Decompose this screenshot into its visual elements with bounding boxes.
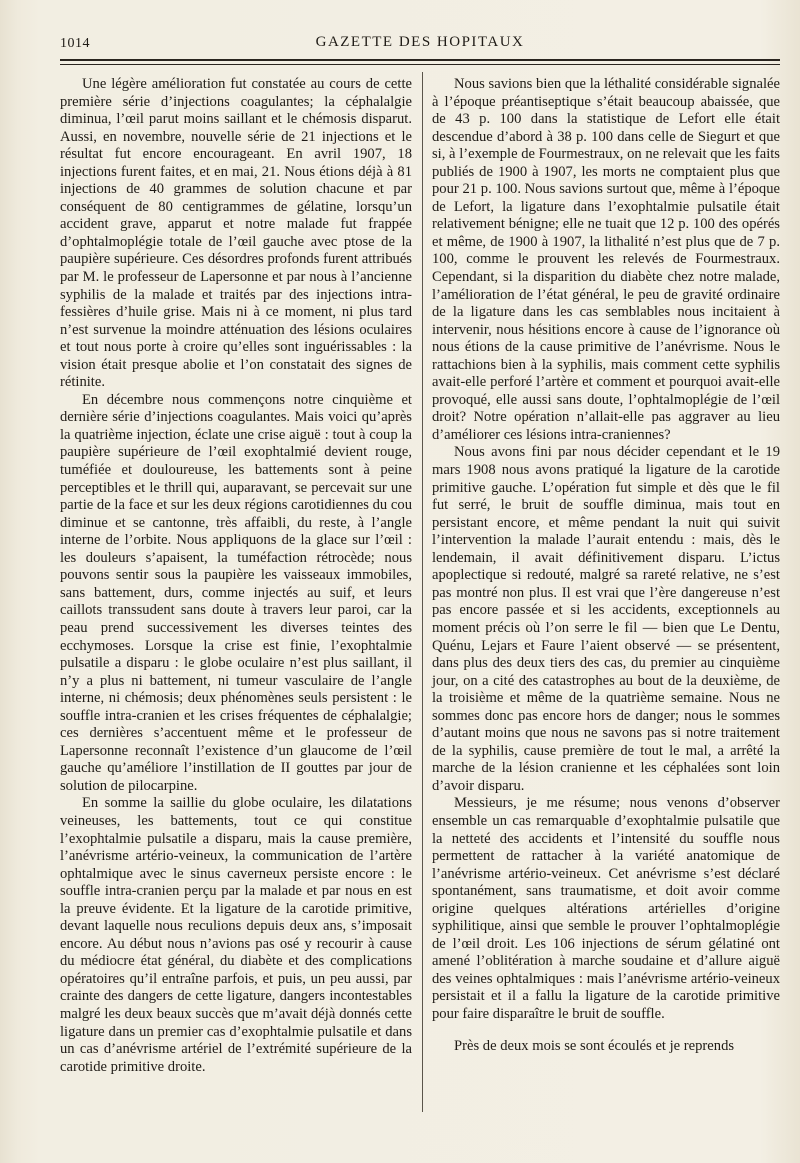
- left-column: [60, 76, 412, 1076]
- right-paragraph-3: Messieurs, je me résume; nous venons d’observer ensemble un cas remarquable d’exophtalmie pulsatile que la netteté des accidents et l’intensité du souffle nous permettent de rattacher à la variété anatomique de l’anévrisme artério-veineux. Cet anévrisme s’est déclaré spontanément, sans traumatisme, et doit avoir comme origine quelques altérations artérielles d’origine syphilitique, ainsi que semble le prouver l’ophtalmoplégie de l’œil droit. Les 106 injections de sérum gélatiné ont amené l’oblitération à marche soudaine et d’allure aiguë des veines ophtalmiques : mais l’anévrisme artério-veineux persistait et il a fallu la ligature de la carotide primitive pour faire disparaître le bruit de souffle.: [432, 795, 780, 1022]
- column-divider: [422, 72, 423, 1112]
- header-rule-thick: [60, 59, 780, 61]
- left-paragraph-1: Une légère amélioration fut constatée au cours de cette première série d’injections coagulantes; la céphalalgie diminua, l’œil parut moins saillant et le chémosis disparut. Aussi, en novembre, nouvelle série de 21 injections et le résultat fut encore encourageant. En avril 1907, 18 injections furent faites, et en mai, 21. Nous étions déjà à 81 injections de 40 grammes de solution chacune et par conséquent de 80 centigrammes de gélatine, lorsqu’un accident grave, apparut et notre malade fut frappée d’ophtalmoplégie totale de l’œil gauche avec ptose de la paupière supérieure. Ces désordres profonds furent attribués par M. le professeur de Lapersonne et par nous à l’ancienne syphilis de la malade et traités par des injections intra-fessières d’huile grise. Mais ni à ce moment, ni plus tard n’est survenue la moindre atténuation des lésions oculaires et tout nous porte à croire qu’elles sont inguérissables : la vision était presque abolie et l’on constatait des signes de rétinite.: [60, 76, 412, 391]
- right-paragraph-2: Nous avons fini par nous décider cependant et le 19 mars 1908 nous avons pratiqué la ligature de la carotide primitive gauche. L’opération fut simple et dès que le fil fut serré, le bruit de souffle diminua, mais tout en persistant encore, et même pendant la nuit qui suivit l’intervention la malade l’aurait entendu : mais, dès le lendemain, il avait définitivement disparu. L’ictus apoplectique si redouté, malgré sa rareté relative, ne s’est pas montré non plus. Il est vrai que l’ère dangereuse n’est pas encore passée et si les accidents, exceptionnels au moment précis où l’on serre le fil — bien que Le Dentu, Quénu, Lejars et Faure l’aient observé — se présentent, dans plus des deux tiers des cas, du premier au cinquième jour, on a cité des catastrophes au bout de la deuxième, de la troisième et même de la quatrième semaine. Nous ne sommes donc pas encore hors de danger; nous le sommes d’autant moins que nous ne savons pas si notre traitement de la syphilis, cause première de tout le mal, a arrêté la marche de la lésion cranienne et les céphalées sont loin d’avoir disparu.: [432, 444, 780, 794]
- header-rule-thin: [60, 64, 780, 65]
- right-paragraph-4: Près de deux mois se sont écoulés et je reprends: [454, 1037, 735, 1054]
- right-column: [432, 76, 780, 1055]
- journal-title: GAZETTE DES HOPITAUX: [315, 34, 525, 50]
- left-paragraph-2: En décembre nous commençons notre cinquième et dernière série d’injections coagulantes. Mais voici qu’après la quatrième injection, éclate une crise aiguë : tout à coup la paupière supérieure de l’œil exophtalmié devient rouge, tuméfiée et douloureuse, les battements sont à peine perceptibles et le thrill qui, auparavant, se percevait sur une partie de la face et sur les deux régions carotidiennes du cou diminue et se cantonne, très affaibli, du reste, à l’angle interne de l’orbite. Nous appliquons de la glace sur l’œil : les douleurs s’apaisent, la tuméfaction rétrocède; nous pouvons sentir sous la paupière les vaisseaux immobiles, sans battement, durs, comme injectés au suif, et leurs caillots transsudent sans doute à travers leur paroi, car la peau prend successivement les diverses teintes des ecchymoses. Lorsque la crise est finie, l’exophtalmie pulsatile a disparu : le globe oculaire n’est plus saillant, il n’y a plus ni battement, ni tumeur vasculaire de l’angle interne, ni chémosis; deux phénomènes seuls persistent : le souffle intra-cranien et les crises fréquentes de céphalalgie; ces dernières s’accentuent même et le professeur de Lapersonne reconnaît l’existence d’un glaucome de l’œil gauche qu’améliore l’instillation de II gouttes par jour de solution de pilocarpine.: [60, 391, 412, 794]
- left-paragraph-3: En somme la saillie du globe oculaire, les dilatations veineuses, les battements, tout ce qui constitue l’exophtalmie pulsatile a disparu, mais la cause première, l’anévrisme artério-veineux, la communication de l’artère ophtalmique avec le sinus caverneux persiste encore : le souffle intra-cranien perçu par la malade et par nous en est la preuve évidente. Et la ligature de la carotide primitive, devant laquelle nous reculions depuis deux ans, s’imposait encore. Au début nous n’avions pas osé y recourir à cause du médiocre état général, du diabète et des complications opératoires qu’il entraîne parfois, et puis, un peu aussi, par crainte des dangers de cette ligature, dangers incontestables malgré les deux beaux succès que m’avait déjà donnés cette ligature dans un premier cas d’exophtalmie pulsatile et dans un cas d’anévrisme artériel de l’extrémité supérieure de la carotide primitive droite.: [60, 795, 412, 1075]
- page-header: [60, 34, 780, 54]
- right-paragraph-1: Nous savions bien que la léthalité considérable signalée à l’époque préantiseptique s’était beaucoup abaissée, que de 43 p. 100 dans la statistique de Lefort elle était descendue d’abord à 38 p. 100 dans celle de Siegurt et que si, à l’exemple de Fourmestraux, on ne relevait que les faits publiés de 1900 à 1907, les morts ne comptaient plus que pour 21 p. 100. Nous savions surtout que, même à l’époque de Lefort, la ligature dans l’exophtalmie pulsatile était relativement bénigne; elle ne tuait que 12 p. 100 des opérés et même, de 1900 à 1907, la lithalité n’est plus que de 7 p. 100, comme le prouvent les relevés de Fourmestraux. Cependant, si la disparition du diabète chez notre malade, l’amélioration de l’état général, le peu de gravité ordinaire de la ligature dans les cas semblables nous incitaient à intervenir, nous hésitions encore à cause de l’ignorance où nous étions de la cause primitive de l’anévrisme. Nous le rattachions bien à la syphilis, mais comment cette syphilis avait-elle perforé l’artère et comment et pourquoi avait-elle provoqué, elle aussi sans doute, l’ophtalmoplégie de l’œil droit? Notre opération n’allait-elle pas aggraver au lieu d’améliorer ces lésions intra-craniennes?: [432, 76, 780, 443]
- page-number: 1014: [60, 36, 90, 51]
